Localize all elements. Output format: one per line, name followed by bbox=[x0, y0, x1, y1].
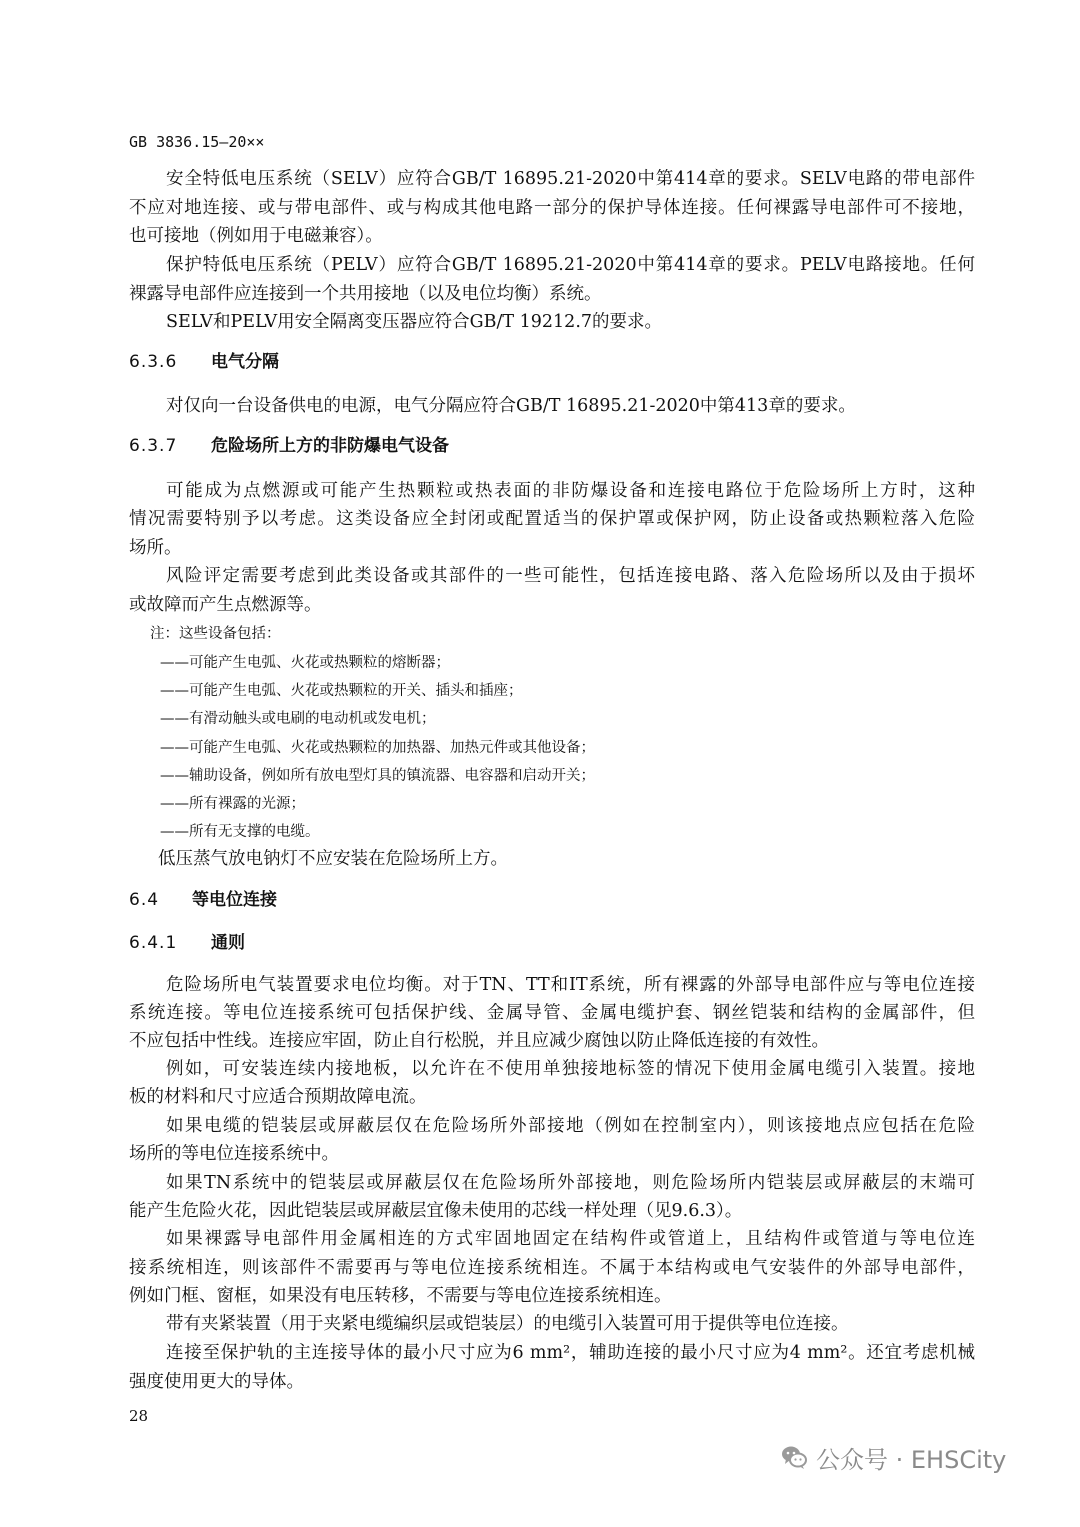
paragraph-line: 保护特低电压系统（PELV）应符合GB/T 16895.21-2020中第414章的要求。PELV电路接地。任何 bbox=[166, 255, 975, 275]
page-number: 28 bbox=[129, 1407, 149, 1425]
paragraph-line: 场所。 bbox=[129, 538, 182, 558]
paragraph-line: 系统连接。等电位连接系统可包括保护线、金属导管、金属电缆护套、钢丝铠装和结构的金属部件，但 bbox=[129, 1003, 975, 1023]
section-title: 通则 bbox=[211, 933, 245, 953]
section-heading-6-3-6 bbox=[129, 350, 279, 374]
section-title: 电气分隔 bbox=[211, 352, 279, 372]
watermark bbox=[780, 1440, 1006, 1474]
paragraph-line: 强度使用更大的导体。 bbox=[129, 1372, 304, 1392]
wechat-icon bbox=[780, 1443, 808, 1471]
paragraph-line: 情况需要特别予以考虑。这类设备应全封闭或配置适当的保护罩或保护网，防止设备或热颗粒落入危险 bbox=[129, 509, 975, 529]
paragraph-line: SELV和PELV用安全隔离变压器应符合GB/T 19212.7的要求。 bbox=[166, 312, 663, 332]
section-heading-6-3-7 bbox=[129, 434, 449, 458]
paragraph-line: 例如门框、窗框，如果没有电压转移，不需要与等电位连接系统相连。 bbox=[129, 1286, 672, 1306]
note-item: ——可能产生电弧、火花或热颗粒的熔断器； bbox=[160, 655, 450, 671]
section-heading-6-4 bbox=[129, 888, 277, 912]
paragraph-line: 低压蒸气放电钠灯不应安装在危险场所上方。 bbox=[158, 849, 508, 869]
paragraph-line: 不应包括中性线。连接应牢固，防止自行松脱，并且应减少腐蚀以防止降低连接的有效性。 bbox=[129, 1031, 829, 1051]
paragraph-line: 不应对地连接、或与带电部件、或与构成其他电路一部分的保护导体连接。任何裸露导电部件可不接地， bbox=[129, 198, 975, 218]
note-label: 注：这些设备包括： bbox=[150, 626, 281, 642]
note-item: ——所有裸露的光源； bbox=[160, 796, 305, 812]
paragraph-line: 对仅向一台设备供电的电源，电气分隔应符合GB/T 16895.21-2020中第413章的要求。 bbox=[166, 396, 856, 416]
paragraph-line: 场所的等电位连接系统中。 bbox=[129, 1144, 339, 1164]
section-number: 6.4.1 bbox=[129, 933, 178, 953]
paragraph-line: 风险评定需要考虑到此类设备或其部件的一些可能性，包括连接电路、落入危险场所以及由于损坏 bbox=[166, 566, 975, 586]
watermark-text: 公众号 · EHSCity bbox=[816, 1445, 1007, 1474]
section-number: 6.3.6 bbox=[129, 352, 178, 372]
paragraph-line: 例如，可安装连续内接地板，以允许在不使用单独接地标签的情况下使用金属电缆引入装置。接地 bbox=[166, 1059, 975, 1079]
paragraph-line: 能产生危险火花，因此铠装层或屏蔽层宜像未使用的芯线一样处理（见9.6.3）。 bbox=[129, 1201, 743, 1221]
paragraph-line: 危险场所电气装置要求电位均衡。对于TN、TT和IT系统，所有裸露的外部导电部件应与等电位连接 bbox=[166, 975, 975, 995]
section-title: 危险场所上方的非防爆电气设备 bbox=[211, 436, 449, 456]
paragraph-line: 板的材料和尺寸应适合预期故障电流。 bbox=[129, 1087, 427, 1107]
paragraph-line: 如果裸露导电部件用金属相连的方式牢固地固定在结构件或管道上，且结构件或管道与等电位连 bbox=[166, 1229, 975, 1249]
section-number: 6.4 bbox=[129, 890, 160, 910]
note-item: ——有滑动触头或电刷的电动机或发电机； bbox=[160, 711, 436, 727]
note-item: ——可能产生电弧、火花或热颗粒的开关、插头和插座； bbox=[160, 683, 523, 699]
note-item: ——可能产生电弧、火花或热颗粒的加热器、加热元件或其他设备； bbox=[160, 740, 595, 756]
note-item: ——所有无支撑的电缆。 bbox=[160, 824, 320, 840]
section-number: 6.3.7 bbox=[129, 436, 178, 456]
paragraph-line: 安全特低电压系统（SELV）应符合GB/T 16895.21-2020中第414章的要求。SELV电路的带电部件 bbox=[166, 169, 975, 189]
paragraph-line: 或故障而产生点燃源等。 bbox=[129, 595, 322, 615]
paragraph-line: 带有夹紧装置（用于夹紧电缆编织层或铠装层）的电缆引入装置可用于提供等电位连接。 bbox=[166, 1314, 849, 1334]
section-title: 等电位连接 bbox=[192, 890, 277, 910]
paragraph-line: 连接至保护轨的主连接导体的最小尺寸应为6 mm²，辅助连接的最小尺寸应为4 mm²。还宜考虑机械 bbox=[166, 1343, 975, 1363]
section-heading-6-4-1 bbox=[129, 931, 245, 955]
paragraph-line: 如果TN系统中的铠装层或屏蔽层仅在危险场所外部接地，则危险场所内铠装层或屏蔽层的末端可 bbox=[166, 1173, 975, 1193]
paragraph-line: 接系统相连，则该部件不需要再与等电位连接系统相连。不属于本结构或电气安装件的外部导电部件， bbox=[129, 1258, 975, 1278]
header-standard-code: GB 3836.15—20×× bbox=[129, 133, 265, 151]
paragraph-line: 裸露导电部件应连接到一个共用接地（以及电位均衡）系统。 bbox=[129, 284, 602, 304]
paragraph-line: 如果电缆的铠装层或屏蔽层仅在危险场所外部接地（例如在控制室内），则该接地点应包括在危险 bbox=[166, 1116, 975, 1136]
paragraph-line: 可能成为点燃源或可能产生热颗粒或热表面的非防爆设备和连接电路位于危险场所上方时，这种 bbox=[166, 481, 975, 501]
note-item: ——辅助设备，例如所有放电型灯具的镇流器、电容器和启动开关； bbox=[160, 768, 595, 784]
paragraph-line: 也可接地（例如用于电磁兼容）。 bbox=[129, 226, 383, 246]
